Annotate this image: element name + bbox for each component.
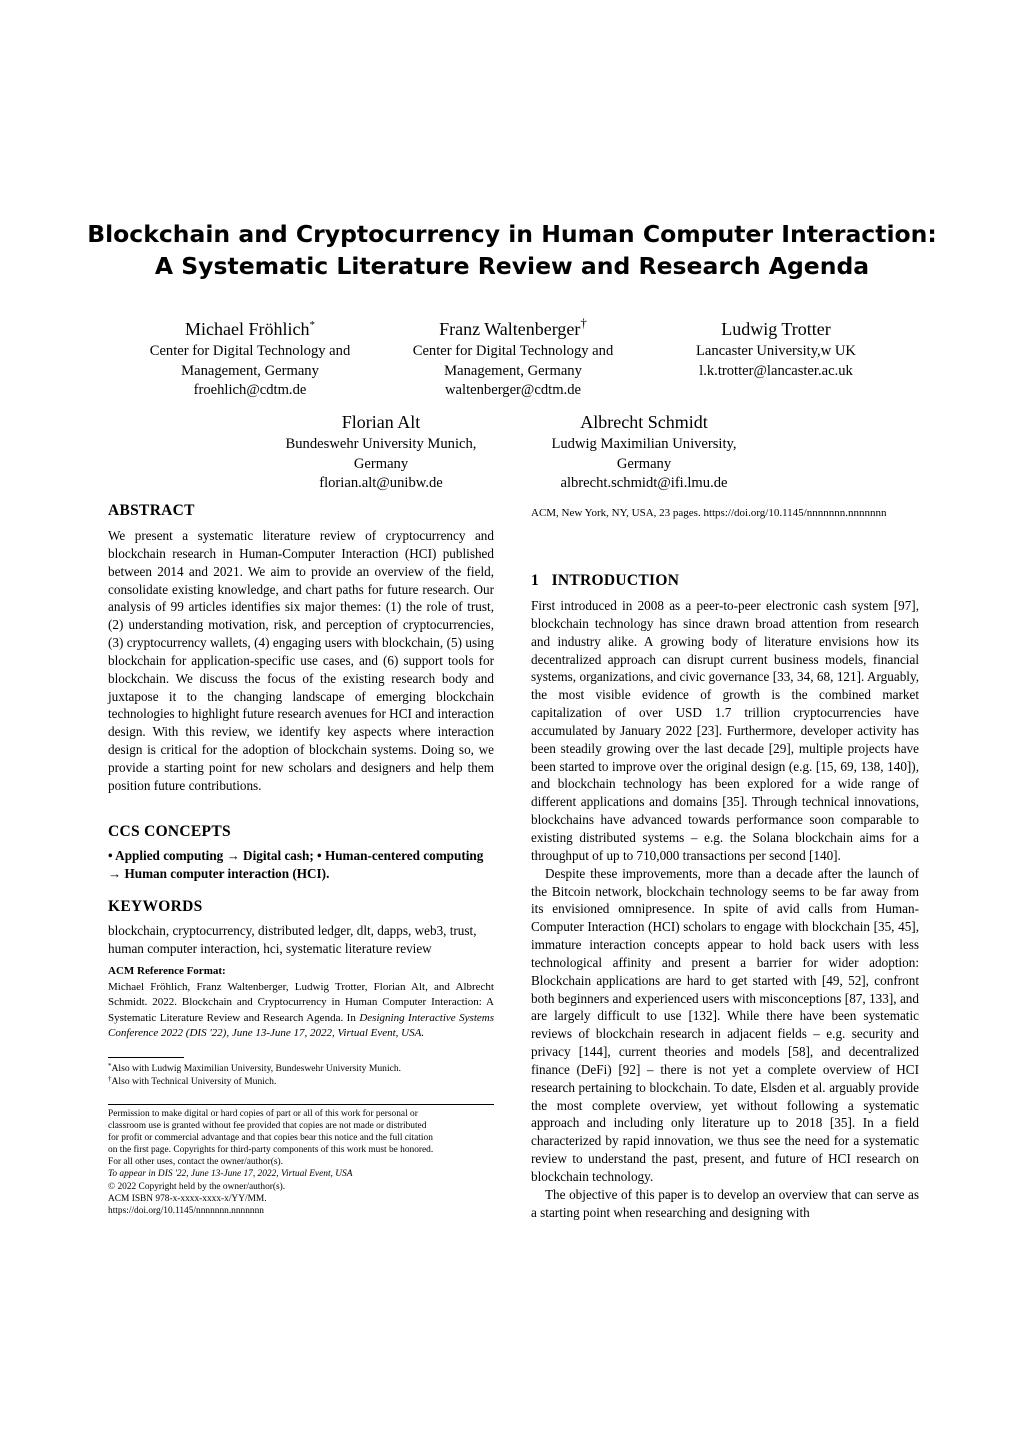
author-name: Franz Waltenberger [439, 319, 581, 339]
title-line-1: Blockchain and Cryptocurrency in Human Computer Interaction: [87, 220, 937, 248]
author-email: florian.alt@unibw.de [319, 475, 443, 491]
author-affiliation: Ludwig Maximilian University, [551, 436, 737, 452]
permission-line: for profit or commercial advantage and that copies bear this notice and the full citation [108, 1133, 433, 1144]
author-email: waltenberger@cdtm.de [445, 382, 581, 398]
footnote-rule [108, 1057, 184, 1058]
keywords-text: blockchain, cryptocurrency, distributed ledger, dlt, dapps, web3, trust, human computer interaction, hci, systematic literature review [108, 923, 477, 956]
author-block [385, 317, 641, 401]
footnote-text: Also with Technical University of Munich. [111, 1076, 277, 1087]
doi-line: https://doi.org/10.1145/nnnnnnn.nnnnnnn [108, 1205, 264, 1216]
introduction-paragraph: The objective of this paper is to develop an overview that can serve as a starting point when researching and designing with [531, 1186, 919, 1220]
author-name: Michael Fröhlich [185, 319, 310, 339]
ccs-heading: CCS CONCEPTS [108, 823, 231, 840]
acm-reference-text [108, 980, 494, 1042]
footnote [108, 1076, 498, 1088]
author-block [122, 317, 378, 401]
author-name: Florian Alt [341, 412, 421, 432]
author-name: Ludwig Trotter [721, 319, 831, 339]
author-email: albrecht.schmidt@ifi.lmu.de [560, 475, 728, 491]
author-affiliation: Center for Digital Technology and [412, 343, 614, 359]
introduction-body [531, 597, 919, 1222]
author-email: l.k.trotter@lancaster.ac.uk [699, 362, 853, 379]
author-email: froehlich@cdtm.de [193, 382, 307, 398]
paper-title [60, 218, 964, 282]
abstract-heading: ABSTRACT [108, 502, 195, 519]
permission-line: For all other uses, contact the owner/author(s). [108, 1157, 283, 1168]
permission-rule [108, 1104, 494, 1105]
author-affiliation: Center for Digital Technology and [149, 343, 351, 359]
permission-line: on the first page. Copyrights for third-party components of this work must be honored. [108, 1145, 434, 1156]
author-block [253, 410, 509, 494]
footnote-mark: † [108, 1075, 112, 1083]
acm-reference-continuation: ACM, New York, NY, USA, 23 pages. https://doi.org/10.1145/nnnnnnn.nnnnnnn [531, 507, 887, 519]
footnote-mark: * [108, 1062, 112, 1070]
abstract-paragraph: We present a systematic literature review of cryptocurrency and blockchain research in Human-Computer Interaction (HCI) published between 2014 and 2021. We aim to provide an overview of the field, consolidate existing knowledge, and chart paths for future research. Our analysis of 99 articles identifies six major themes: (1) the role of trust, (2) understanding motivation, risk, and perception of cryptocurrencies, (3) cryptocurrency wallets, (4) engaging users with blockchain, (5) using blockchain for application-specific use cases, and (6) support tools for blockchain. We discuss the focus of the existing research body and juxtapose it to the changing landscape of emerging blockchain technologies to highlight future research avenues for HCI and interaction design. With this review, we identify key aspects where interaction design is critical for the adoption of blockchain systems. Doing so, we provide a starting point for new scholars and designers and help them position future contributions. [108, 528, 494, 793]
introduction-heading: 1 INTRODUCTION [531, 572, 680, 589]
author-name: Albrecht Schmidt [580, 412, 708, 432]
acm-reference-venue: Designing Interactive Systems Conference 2022 (DIS '22), June 13-June 17, 2022, Virtual Event, USA. [108, 1011, 494, 1040]
footnote-text: Also with Ludwig Maximilian University, Bundeswehr University Munich. [111, 1063, 402, 1074]
permission-block [108, 1108, 494, 1217]
author-affiliation: Bundeswehr University Munich, [285, 436, 477, 452]
isbn-line: ACM ISBN 978-x-xxxx-xxxx-x/YY/MM. [108, 1193, 267, 1204]
permission-line: Permission to make digital or hard copies of part or all of this work for personal or [108, 1109, 418, 1119]
ccs-concepts: • Applied computing → Digital cash; • Human-centered computing → Human computer interaction (HCI). [108, 848, 484, 881]
author-affiliation: Germany [353, 455, 409, 472]
copyright-line: © 2022 Copyright held by the owner/author(s). [108, 1181, 286, 1192]
author-footnote-mark: * [309, 319, 315, 331]
to-appear-line: To appear in DIS '22, June 13-June 17, 2022, Virtual Event, USA [108, 1169, 353, 1180]
permission-line: classroom use is granted without fee provided that copies are not made or distributed [108, 1121, 427, 1132]
author-affiliation: Germany [616, 455, 672, 472]
introduction-paragraph: Despite these improvements, more than a decade after the launch of the Bitcoin network, blockchain technology seems to be far away from its envisioned omnipresence. In spite of avid calls from Human-Computer Interaction (HCI) scholars to engage with blockchain [35, 45], immature interaction concepts appear to hold back users with less technological affinity and present a barrier for wider adoption: Blockchain applications are hard to get started with [49, 52], confront both beginners and experienced users with misconceptions [87, 133], and are largely difficult to use [132]. While there have been systematic reviews of blockchain research in adjacent fields – e.g. security and privacy [144], current theories and models [58], and decentralized finance (DeFi) [92] – there is not yet a complete overview of HCI research pertaining to blockchain. To date, Elsden et al. arguably provide the most complete overview, yet without following a systematic approach and including only literature up to 2018 [35]. In a field characterized by rapid innovation, we thus see the need for a systematic review to understand the past, present, and future of HCI research on blockchain technology. [531, 865, 919, 1184]
author-affiliation: Management, Germany [444, 362, 582, 379]
author-block [648, 317, 904, 381]
abstract-body [108, 527, 494, 795]
keywords-heading: KEYWORDS [108, 898, 203, 915]
author-affiliation: Management, Germany [181, 362, 319, 379]
author-footnote-mark: † [580, 315, 587, 330]
author-block [516, 410, 772, 494]
introduction-paragraph: First introduced in 2008 as a peer-to-peer electronic cash system [97], blockchain technology has since drawn broad attention from research and industry alike. A growing body of literature envisions how its decentralized approach can disrupt current business models, financial systems, organizations, and civic governance [33, 34, 68, 121]. Arguably, the most visible evidence of growth is the combined market capitalization of over USD 1.7 trillion cryptocurrencies have accumulated by January 2022 [23]. Furthermore, developer activity has been steadily growing over the last decade [29], multiple projects have been started to improve over the original design (e.g. [15, 69, 138, 140]), and blockchain technology has been explored for a wide range of different applications and domains [35]. Through technical innovations, blockchains have advanced towards performance soon comparable to existing distributed systems – e.g. the Solana blockchain aims for a throughput of up to 710,000 transactions per second [140]. [531, 598, 919, 863]
title-line-2: A Systematic Literature Review and Research Agenda [154, 252, 870, 280]
author-affiliation: Lancaster University,w UK [696, 343, 856, 359]
acm-reference-label: ACM Reference Format: [108, 965, 226, 977]
acm-reference-main: Michael Fröhlich, Franz Waltenberger, Ludwig Trotter, Florian Alt, and Albrecht Schmidt. 2022. Blockchain and Cryptocurrency in Human Computer Interaction: A Systematic Literature Review and Research Agenda. In [108, 981, 494, 1024]
footnote [108, 1063, 498, 1075]
